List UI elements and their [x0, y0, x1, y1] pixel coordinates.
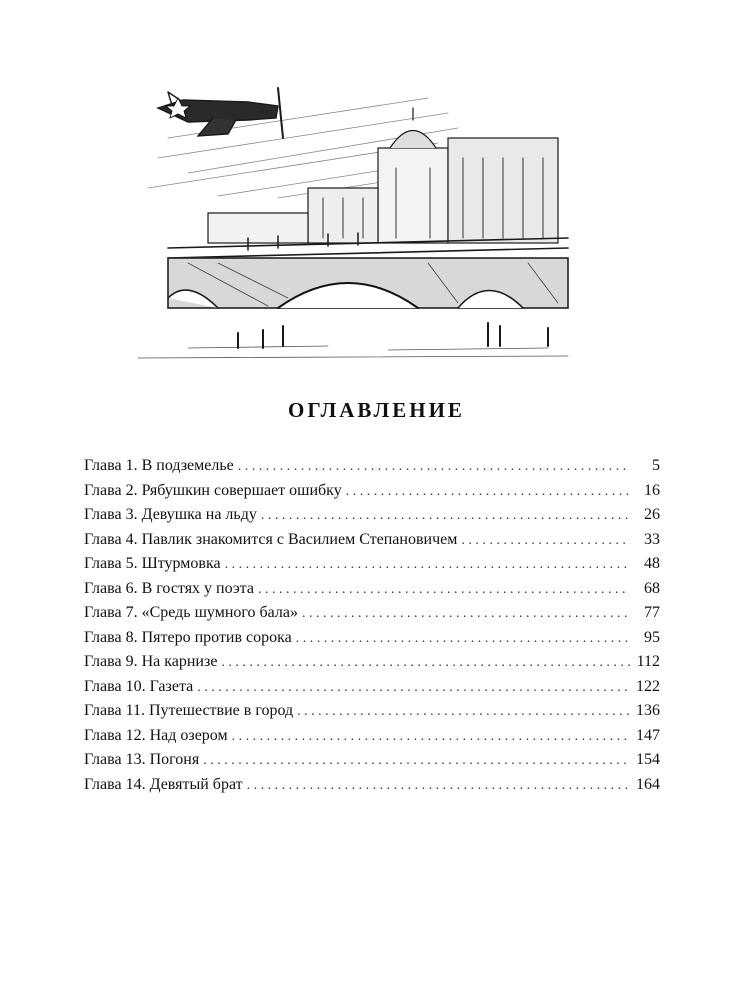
toc-page-number: 16	[644, 481, 660, 499]
toc-chapter-number: Глава 10.	[84, 677, 146, 695]
toc-leader-dots	[302, 602, 630, 627]
toc-page-number: 147	[636, 726, 660, 744]
toc-chapter-title: Погоня	[149, 751, 200, 768]
bridge-sketch-icon	[128, 78, 588, 378]
toc-chapter-title: Пятеро против сорока	[141, 628, 292, 646]
toc-chapter-number: Глава 5.	[84, 555, 138, 572]
toc-entry-label	[84, 601, 298, 626]
toc-entry[interactable]	[84, 528, 660, 553]
toc-entry-label	[84, 503, 257, 528]
toc-leader-dots	[297, 700, 630, 725]
toc-entry[interactable]	[84, 748, 660, 773]
toc-leader-dots	[247, 774, 630, 799]
toc-page-number: 154	[636, 751, 660, 768]
toc-entry-label	[84, 528, 457, 553]
toc-entry-label	[84, 454, 234, 479]
toc-entry[interactable]	[84, 552, 660, 577]
table-of-contents	[84, 454, 660, 797]
toc-chapter-number: Глава 6.	[84, 579, 138, 597]
toc-leader-dots	[197, 676, 630, 701]
toc-page-number: 95	[644, 628, 660, 646]
toc-leader-dots	[203, 749, 630, 774]
toc-entry-label	[84, 773, 243, 798]
toc-page-number: 68	[644, 579, 660, 597]
toc-chapter-number: Глава 8.	[84, 628, 138, 646]
toc-entry-label	[84, 577, 254, 602]
toc-chapter-title: На карнизе	[141, 653, 218, 670]
toc-page-number: 112	[636, 653, 660, 670]
toc-entry-label	[84, 479, 342, 504]
toc-entry[interactable]	[84, 699, 660, 724]
toc-entry[interactable]	[84, 773, 660, 798]
toc-leader-dots	[225, 553, 630, 578]
toc-page-number: 122	[636, 677, 660, 695]
toc-chapter-number: Глава 2.	[84, 481, 138, 499]
toc-leader-dots	[221, 651, 630, 676]
toc-chapter-title: Девушка на льду	[141, 506, 257, 523]
toc-entry[interactable]	[84, 503, 660, 528]
toc-leader-dots	[261, 504, 630, 529]
toc-entry[interactable]	[84, 675, 660, 700]
toc-page-number: 33	[644, 530, 660, 548]
toc-leader-dots	[232, 725, 630, 750]
toc-chapter-title: Газета	[149, 677, 194, 695]
toc-chapter-title: Путешествие в город	[148, 702, 294, 719]
toc-chapter-number: Глава 1.	[84, 457, 138, 474]
toc-entry[interactable]	[84, 454, 660, 479]
toc-chapter-title: «Средь шумного бала»	[141, 604, 299, 621]
toc-chapter-number: Глава 14.	[84, 775, 146, 793]
toc-page-number: 164	[636, 775, 660, 793]
toc-chapter-title: В подземелье	[141, 457, 234, 474]
toc-chapter-title: Над озером	[149, 726, 228, 744]
toc-chapter-number: Глава 13.	[84, 751, 146, 768]
toc-entry[interactable]	[84, 601, 660, 626]
toc-page-number: 5	[652, 457, 660, 474]
toc-chapter-number: Глава 3.	[84, 506, 138, 523]
toc-chapter-title: Штурмовка	[141, 555, 221, 572]
toc-chapter-number: Глава 7.	[84, 604, 138, 621]
toc-entry-label	[84, 552, 221, 577]
toc-page-number: 26	[644, 506, 660, 523]
toc-leader-dots	[238, 455, 630, 480]
toc-chapter-title: Девятый брат	[149, 775, 243, 793]
toc-entry[interactable]	[84, 724, 660, 749]
toc-entry-label	[84, 675, 193, 700]
toc-leader-dots	[296, 627, 630, 652]
toc-page-number: 136	[636, 702, 660, 719]
toc-entry[interactable]	[84, 479, 660, 504]
toc-chapter-title: Рябушкин совершает ошибку	[141, 481, 342, 499]
toc-leader-dots	[346, 480, 630, 505]
toc-title: ОГЛАВЛЕНИЕ	[288, 398, 465, 422]
toc-page-number: 77	[644, 604, 660, 621]
bridge-illustration	[128, 78, 588, 378]
toc-chapter-title: Павлик знакомится с Василием Степановичем	[141, 530, 458, 548]
toc-chapter-number: Глава 11.	[84, 702, 145, 719]
toc-chapter-number: Глава 4.	[84, 530, 138, 548]
toc-entry[interactable]	[84, 650, 660, 675]
toc-entry[interactable]	[84, 577, 660, 602]
toc-leader-dots	[461, 529, 630, 554]
toc-entry[interactable]	[84, 626, 660, 651]
toc-entry-label	[84, 626, 292, 651]
toc-leader-dots	[258, 578, 630, 603]
toc-chapter-number: Глава 12.	[84, 726, 146, 744]
toc-entry-label	[84, 748, 199, 773]
toc-chapter-title: В гостях у поэта	[141, 579, 254, 597]
toc-entry-label	[84, 650, 217, 675]
toc-page-number: 48	[644, 555, 660, 572]
toc-chapter-number: Глава 9.	[84, 653, 138, 670]
toc-entry-label	[84, 699, 293, 724]
toc-entry-label	[84, 724, 228, 749]
